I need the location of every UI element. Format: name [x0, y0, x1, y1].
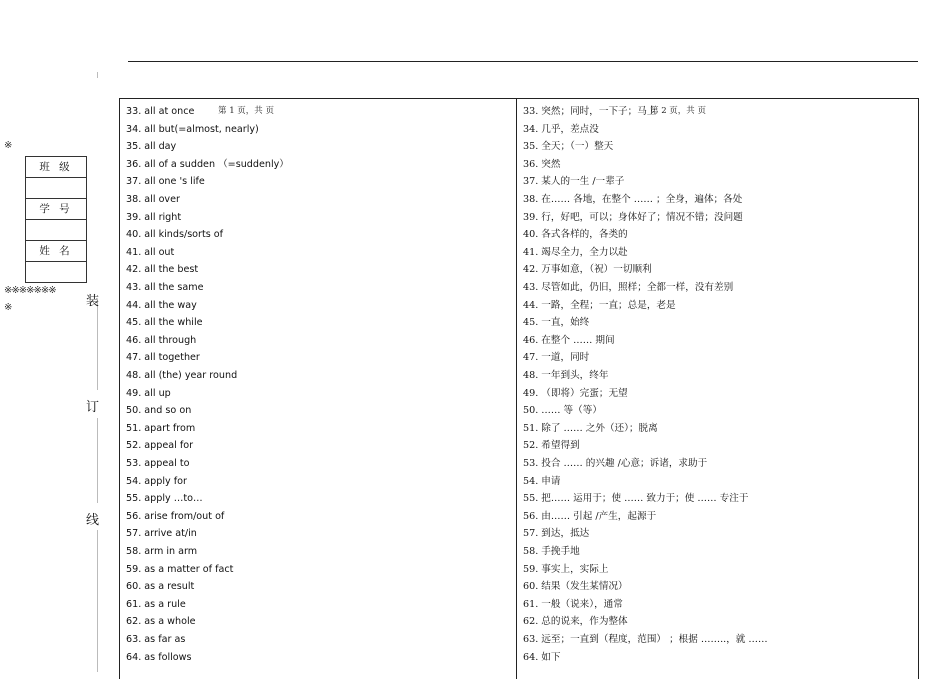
margin-star-top: ※: [4, 140, 13, 151]
english-phrase: 42. all the best: [126, 264, 199, 276]
english-phrase: 39. all right: [126, 211, 182, 223]
chinese-meaning: 49. （即将）完蛋；无望: [523, 387, 628, 399]
english-phrase: 48. all (the) year round: [126, 370, 238, 381]
english-phrase: 57. arrive at/in: [126, 528, 197, 540]
english-phrase: 36. all of a sudden （=suddenly）: [126, 158, 289, 170]
english-phrase: 34. all but(=almost, nearly): [126, 123, 259, 135]
english-phrase: 46. all through: [126, 334, 197, 346]
english-phrase: 38. all over: [126, 194, 180, 205]
english-phrase: 61. as a rule: [126, 598, 186, 610]
chinese-meaning: 34. 几乎，差点没: [523, 123, 599, 135]
binding-line-2: [97, 418, 98, 503]
chinese-meaning: 48. 一年到头，终年: [523, 370, 609, 381]
chinese-meaning: 33. 突然；同时，一下子；马上: [523, 106, 657, 117]
english-phrase: 60. as a result: [126, 581, 195, 593]
chinese-meaning: 46. 在整个 …… 期间: [523, 334, 615, 346]
chinese-meaning: 55. 把…… 运用于；使 …… 致力于；使 …… 专注于: [523, 493, 749, 505]
english-phrase: 53. appeal to: [126, 458, 190, 469]
english-phrase: 35. all day: [126, 141, 177, 153]
english-phrase: 40. all kinds/sorts of: [126, 229, 224, 241]
name-label: 姓 名: [26, 241, 86, 262]
chinese-meaning: 54. 申请: [523, 475, 561, 487]
chinese-meaning: 51. 除了 …… 之外（还）；脱离: [523, 422, 658, 434]
vocabulary-table: [119, 98, 919, 679]
chinese-meaning: 37. 某人的一生 /一辈子: [523, 176, 625, 188]
chinese-meaning: 58. 手挽手地: [523, 546, 580, 557]
chinese-meaning: 45. 一直，始终: [523, 317, 590, 329]
chinese-meaning: 59. 事实上，实际上: [523, 563, 609, 575]
chinese-meaning: 40. 各式各样的，各类的: [523, 229, 628, 241]
chinese-meaning: 57. 到达，抵达: [523, 528, 590, 540]
binding-line-top: [97, 72, 98, 78]
english-phrase: 50. and so on: [126, 405, 192, 417]
english-phrase: 45. all the while: [126, 317, 203, 329]
english-phrase: 49. all up: [126, 387, 171, 399]
english-phrase: 56. arise from/out of: [126, 510, 225, 522]
chinese-meaning: 63. 远至；一直到（程度，范围） ；根据 ……..，就 ……: [523, 634, 768, 645]
header-rule: [128, 61, 918, 62]
chinese-meaning: 39. 行，好吧，可以；身体好了；情况不错；没问题: [523, 211, 743, 223]
english-phrase: 37. all one 's life: [126, 176, 205, 188]
chinese-meaning: 44. 一路，全程；一直；总是，老是: [523, 299, 676, 311]
chinese-meaning: 35. 全天；（一）整天: [523, 141, 614, 153]
student-info-box: [25, 156, 87, 283]
chinese-meaning: 41. 竭尽全力，全力以赴: [523, 246, 628, 258]
chinese-meaning: 42. 万事如意，（祝）一切顺利: [523, 264, 652, 276]
english-phrase: 55. apply …to…: [126, 493, 203, 505]
chinese-meaning: 62. 总的说来，作为整体: [523, 616, 628, 628]
english-phrase: 51. apart from: [126, 422, 196, 434]
english-phrase: 54. apply for: [126, 475, 187, 487]
chinese-meaning: 52. 希望得到: [523, 440, 580, 452]
binding-line-1: [97, 300, 98, 390]
english-phrase: 62. as a whole: [126, 616, 196, 628]
student-id-field[interactable]: [26, 220, 86, 241]
binding-char-xian: 线: [86, 513, 100, 528]
chinese-meaning: 43. 尽管如此，仍旧，照样；全都一样，没有差别: [523, 282, 734, 293]
margin-star-bottom: ※: [4, 302, 13, 313]
page-number-left: 第 1 页，共 页: [218, 106, 275, 116]
class-field[interactable]: [26, 178, 86, 199]
chinese-meaning: 38. 在…… 各地，在整个 …… ；全身，遍体；各处: [523, 194, 743, 205]
english-phrase: 64. as follows: [126, 651, 192, 663]
english-phrase: 63. as far as: [126, 634, 186, 645]
english-phrase: 52. appeal for: [126, 440, 194, 452]
binding-char-zhuang: 装: [86, 294, 100, 309]
binding-char-ding: 订: [86, 400, 100, 415]
chinese-column: [516, 99, 919, 679]
margin-star-row: ※※※※※※※: [4, 285, 56, 296]
english-column: [120, 99, 516, 679]
english-phrase: 41. all out: [126, 246, 175, 258]
binding-line-3: [97, 530, 98, 672]
student-id-label: 学 号: [26, 199, 86, 220]
chinese-meaning: 64. 如下: [523, 651, 561, 663]
chinese-meaning: 47. 一道，同时: [523, 352, 590, 364]
class-label: 班 级: [26, 157, 86, 178]
chinese-meaning: 56. 由…… 引起 /产生，起源于: [523, 510, 657, 522]
english-phrase: 59. as a matter of fact: [126, 563, 234, 575]
chinese-meaning: 50. …… 等（等）: [523, 405, 602, 417]
chinese-meaning: 53. 投合 …… 的兴趣 /心意；诉诸，求助于: [523, 458, 708, 469]
english-phrase: 58. arm in arm: [126, 546, 198, 557]
english-phrase: 47. all together: [126, 352, 200, 364]
english-phrase: 33. all at once: [126, 106, 195, 117]
chinese-meaning: 36. 突然: [523, 158, 561, 170]
english-phrase: 44. all the way: [126, 299, 197, 311]
chinese-meaning: 60. 结果（发生某情况）: [523, 581, 628, 593]
english-phrase: 43. all the same: [126, 282, 204, 293]
name-field[interactable]: [26, 262, 86, 282]
chinese-meaning: 61. 一般（说来），通常: [523, 598, 623, 610]
page-number-right: 第 2 页，共 页: [650, 106, 707, 116]
